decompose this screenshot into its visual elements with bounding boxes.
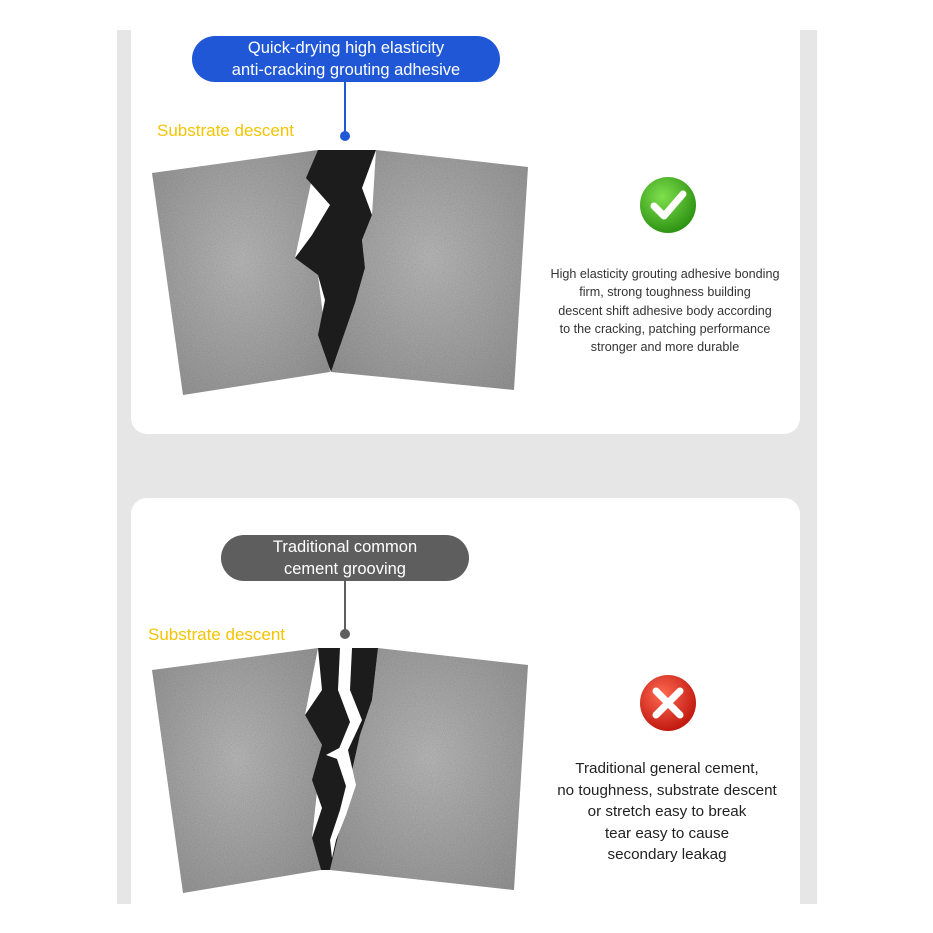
description-line: Traditional general cement,: [575, 760, 759, 777]
pointer-dot: [340, 131, 350, 141]
description-line: secondary leakag: [607, 846, 727, 863]
title-line: Traditional common: [272, 538, 418, 556]
concrete-slab-left-traditional: [152, 648, 322, 893]
title-line: cement grooving: [284, 560, 406, 578]
description-line: tear easy to cause: [604, 824, 730, 842]
adhesive-title-pill: [192, 36, 500, 82]
description-line: descent shift adhesive body according: [558, 303, 772, 318]
traditional-description: [530, 758, 804, 866]
description-line: stronger and more durable: [590, 340, 740, 355]
traditional-title-pill: [221, 535, 469, 581]
title-line: Quick-drying high elasticity: [247, 39, 445, 57]
check-icon: [640, 177, 696, 233]
description-line: no toughness, substrate descent: [557, 781, 777, 799]
substrate-descent-label: Substrate descent: [157, 121, 295, 140]
description-line: or stretch easy to break: [587, 803, 747, 820]
cross-icon: [640, 675, 696, 731]
description-line: firm, strong toughness building: [579, 285, 751, 300]
description-line: to the cracking, patching performance: [559, 321, 771, 336]
substrate-descent-label: Substrate descent: [148, 625, 286, 644]
title-line: anti-cracking grouting adhesive: [231, 61, 461, 79]
adhesive-description: [530, 265, 800, 356]
concrete-slab-left: [152, 150, 330, 395]
description-line: High elasticity grouting adhesive bonding: [550, 267, 780, 281]
pointer-dot: [340, 629, 350, 639]
